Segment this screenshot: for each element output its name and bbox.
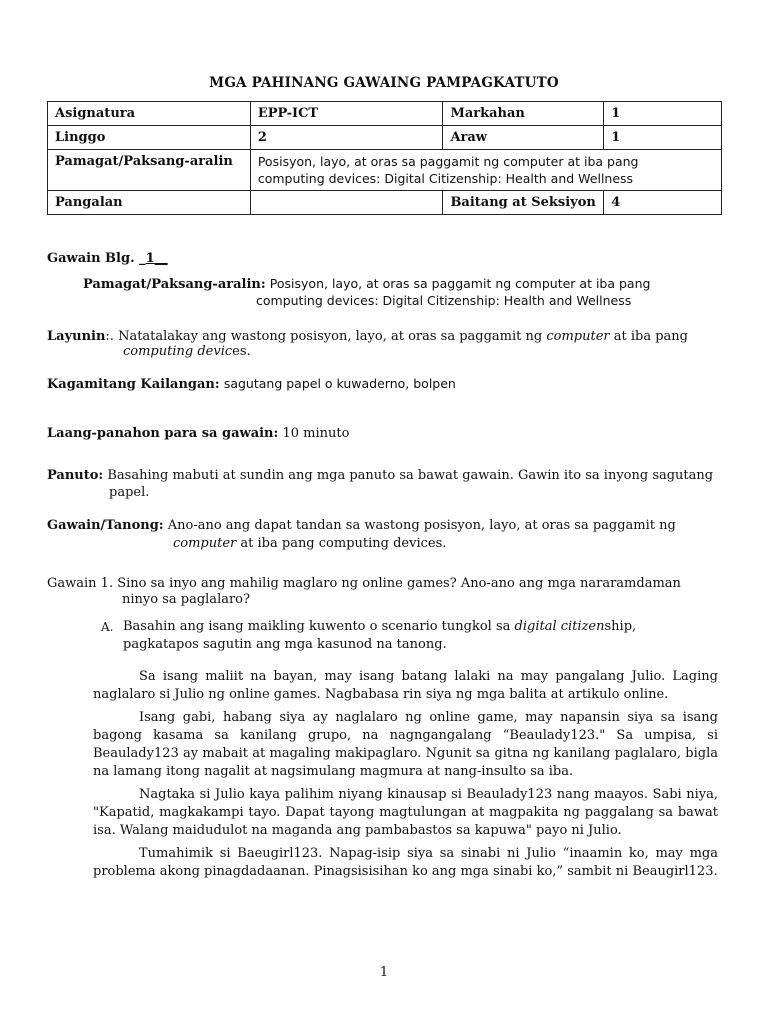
- gawain-tanong-text1: Ano-ano ang dapat tandan sa wastong posisyon, layo, at oras sa paggamit ng: [167, 518, 676, 533]
- markahan-value: 1: [604, 102, 722, 126]
- pamagat-label: Pamagat/Paksang-aralin: [48, 150, 251, 191]
- table-row: [48, 191, 722, 215]
- info-table: [47, 101, 722, 215]
- table-row: [48, 102, 722, 126]
- gawain1-line1: Gawain 1. Sino sa inyo ang mahilig maglaro ng online games? Ano-ano ang mga nararamdaman: [47, 576, 681, 591]
- panuto-label: Panuto:: [47, 468, 104, 483]
- table-row: [48, 126, 722, 150]
- story-paragraph: Nagtaka si Julio kaya palihim niyang kinausap si Beaulady123 nang maayos. Sabi niya, "Kapatid, magkakampi tayo. Dapat tayong magtulungan at magpakita ng paggalang sa bawat isa. Walang maidudulot na maganda ang pambabastos sa kapuwa" payo ni Julio.: [93, 787, 718, 838]
- layunin-line2: [123, 343, 251, 360]
- pamagat-label: Pamagat/Paksang-aralin:: [83, 277, 266, 292]
- gawain-blg-label: Gawain Blg. _: [47, 251, 146, 266]
- araw-value: 1: [604, 126, 722, 150]
- panuto-line1: [47, 467, 713, 484]
- kagamitan-label: Kagamitang Kailangan:: [47, 377, 220, 392]
- page-number: 1: [379, 965, 389, 980]
- pangalan-label: Pangalan: [48, 191, 251, 215]
- story-block: [93, 668, 718, 881]
- panuto-line2: papel.: [109, 485, 150, 500]
- laang-panahon-value: 10 minuto: [282, 426, 350, 441]
- kagamitan-value: sagutang papel o kuwaderno, bolpen: [223, 376, 456, 391]
- linggo-label: Linggo: [48, 126, 251, 150]
- gawain-tanong-label: Gawain/Tanong:: [47, 518, 164, 533]
- baitang-value: 4: [604, 191, 722, 215]
- baitang-label: Baitang at Seksiyon: [443, 191, 604, 215]
- gawain-blg: [47, 250, 168, 267]
- item-a-line1: [123, 618, 636, 635]
- gawain-blg-suffix: __: [154, 251, 168, 266]
- asignatura-value: EPP-ICT: [250, 102, 443, 126]
- pamagat-text1: Posisyon, layo, at oras sa paggamit ng computer at iba pang: [269, 276, 651, 291]
- gawain-tanong-line2: [173, 535, 446, 552]
- gawain-tanong-text2b: at iba pang computing devices.: [236, 536, 447, 551]
- item-a-text2: digital citizen: [514, 619, 605, 634]
- pangalan-value[interactable]: [250, 191, 443, 215]
- layunin-text-c: at iba pang: [609, 329, 688, 344]
- layunin-text-a: :. Natatalakay ang wastong posisyon, layo, at oras sa paggamit ng: [105, 329, 547, 344]
- araw-label: Araw: [443, 126, 604, 150]
- story-paragraph: Tumahimik si Baeugirl123. Napag-isip siya sa sinabi ni Julio “inaamin ko, may mga problema akong pinagdadaanan. Pinagsisisihan ko ang mga sinabi ko,” sambit ni Beaugirl123.: [93, 846, 718, 879]
- pamagat-value: Posisyon, layo, at oras sa paggamit ng computer at iba pang computing devices: Digital Citizenship: Health and Wellness: [250, 150, 721, 191]
- gawain-tanong-text2a: computer: [173, 536, 237, 551]
- page-title: MGA PAHINANG GAWAING PAMPAGKATUTO: [209, 75, 559, 91]
- pamagat-line1: [83, 275, 650, 293]
- layunin-label: Layunin: [47, 329, 106, 344]
- linggo-value: 2: [250, 126, 443, 150]
- item-a-text1: Basahin ang isang maikling kuwento o scenario tungkol sa: [123, 619, 515, 634]
- gawain-blg-number: 1: [145, 251, 155, 266]
- layunin-text-d: computing devic: [123, 344, 233, 359]
- panuto-text1: Basahing mabuti at sundin ang mga panuto sa bawat gawain. Gawin ito sa inyong sagutang: [107, 468, 714, 483]
- asignatura-label: Asignatura: [48, 102, 251, 126]
- gawain1-line2: ninyo sa paglalaro?: [122, 592, 250, 607]
- gawain-tanong-line1: [47, 517, 676, 534]
- layunin-text-b: computer: [546, 329, 610, 344]
- pamagat-line2: computing devices: Digital Citizenship: Health and Wellness: [256, 293, 632, 308]
- item-a-line2: pagkatapos sagutin ang mga kasunod na tanong.: [123, 637, 447, 652]
- laang-panahon: [47, 425, 349, 442]
- kagamitan: [47, 375, 456, 393]
- layunin-text-e: es.: [232, 344, 251, 359]
- markahan-label: Markahan: [443, 102, 604, 126]
- laang-panahon-label: Laang-panahon para sa gawain:: [47, 426, 279, 441]
- table-row: [48, 150, 722, 191]
- story-paragraph: Sa isang maliit na bayan, may isang batang lalaki na may pangalang Julio. Laging naglalaro si Julio ng online games. Nagbabasa rin siya ng mga balita at artikulo online.: [93, 669, 718, 702]
- item-a-text3: ship,: [604, 619, 637, 634]
- item-a-marker: A.: [101, 620, 114, 634]
- story-paragraph: Isang gabi, habang siya ay naglalaro ng online game, may napansin siya sa isang bagong kasama sa kanilang grupo, na nagngangalang “Beaulady123." Sa umpisa, si Beaulady123 ay mabait at magaling makipaglaro. Ngunit sa gitna ng kanilang paglalaro, bigla na lamang itong nagalit at nagsimulang magmura at nang-insulto sa iba.: [93, 710, 718, 779]
